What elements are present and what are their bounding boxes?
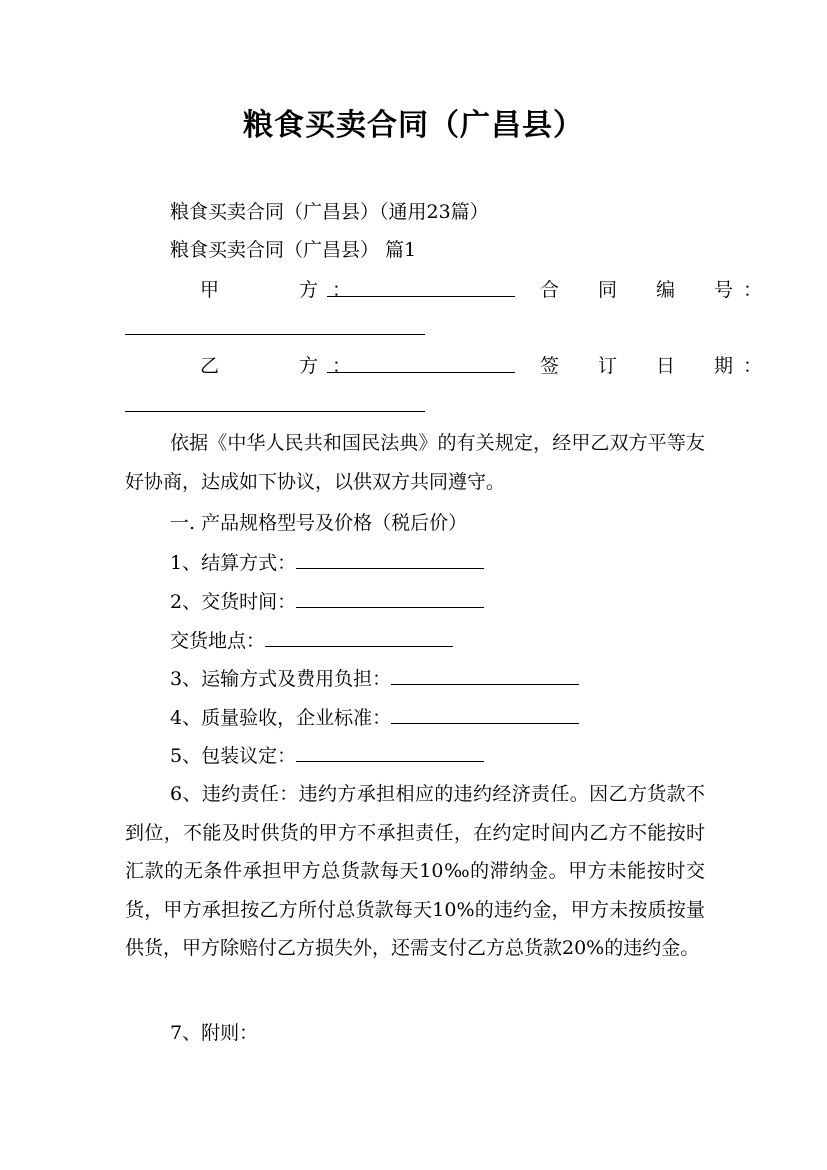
section-heading: 粮食买卖合同（广昌县） 篇1	[170, 239, 417, 261]
transport-label: 3、运输方式及费用负担：	[170, 668, 392, 690]
delivery-place-label: 交货地点：	[170, 630, 266, 652]
clause-heading: 一. 产品规格型号及价格（税后价）	[170, 512, 468, 534]
liability-paragraph: 6、违约责任：违约方承担相应的违约经济责任。因乙方货款不到位，不能及时供货的甲方不承担责任，在约定时间内乙方不能按时汇款的无条件承担甲方总货款每天10‰的滞纳金。甲方未能按时交货，甲方承担按乙方所付总货款每天10%的违约金，甲方未按质按量供货，甲方除赔付乙方损失外，还需支付乙方总货款20%的违约金。	[125, 783, 705, 959]
settlement-blank[interactable]	[296, 550, 484, 569]
sign-date-label: 签 订 日 期：	[540, 355, 773, 377]
contract-number-blank[interactable]	[125, 316, 425, 335]
delivery-place-blank[interactable]	[265, 628, 453, 647]
document-title: 粮食买卖合同（广昌县）	[243, 108, 584, 143]
packaging-blank[interactable]	[296, 743, 484, 762]
settlement-label: 1、结算方式：	[170, 552, 297, 574]
quality-label: 4、质量验收，企业标准：	[170, 707, 392, 729]
transport-blank[interactable]	[391, 666, 579, 685]
delivery-time-blank[interactable]	[296, 589, 484, 608]
party-b-blank[interactable]	[327, 354, 515, 373]
quality-blank[interactable]	[391, 705, 579, 724]
annex-heading: 7、附则：	[170, 1022, 259, 1044]
party-a-blank[interactable]	[327, 278, 515, 297]
party-a-label: 甲 方：	[200, 279, 366, 301]
sign-date-blank[interactable]	[125, 393, 425, 412]
intro-paragraph: 依据《中华人民共和国民法典》的有关规定，经甲乙双方平等友好协商，达成如下协议，以供双方共同遵守。	[125, 432, 705, 493]
packaging-label: 5、包装议定：	[170, 745, 297, 767]
delivery-time-label: 2、交货时间：	[170, 591, 297, 613]
contract-number-label: 合 同 编 号：	[540, 279, 773, 301]
document-subtitle: 粮食买卖合同（广昌县）（通用23篇）	[170, 201, 489, 223]
party-b-label: 乙 方：	[200, 355, 366, 377]
